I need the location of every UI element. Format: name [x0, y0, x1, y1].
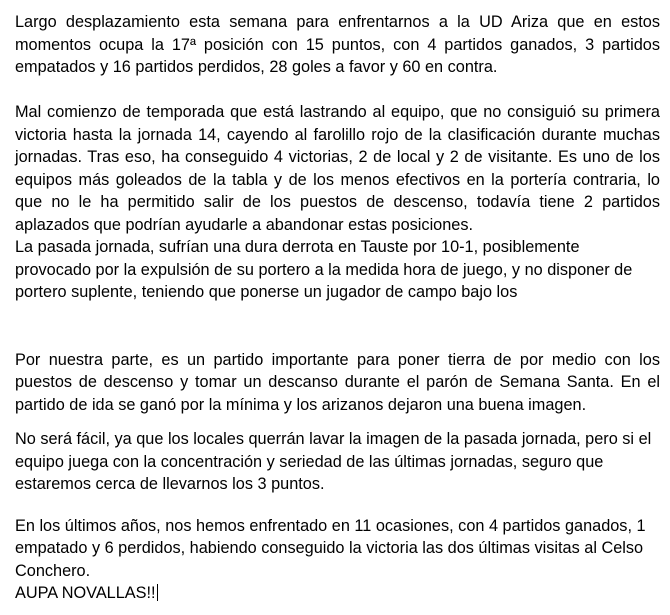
- text-cursor: [157, 584, 158, 601]
- paragraph-last-match: La pasada jornada, sufrían una dura derrota en Tauste por 10-1, posiblemente provocado por la expulsión de su portero a la medida hora de juego, y no disponer de portero suplente, teniendo que ponerse un jugador de campo bajo los: [15, 238, 633, 301]
- paragraph-history: En los últimos años, nos hemos enfrentado en 11 ocasiones, con 4 partidos ganados, 1 empatado y 6 perdidos, habiendo conseguido la victoria las dos últimas visitas al Celso Conchero.: [15, 516, 646, 580]
- paragraph-intro: Largo desplazamiento esta semana para enfrentarnos a la UD Ariza que en estos momentos ocupa la 17ª posición con 15 puntos, con 4 partidos ganados, 3 partidos empatados y 16 partidos perdidos, 28 goles a favor y 60 en contra.: [15, 13, 660, 76]
- paragraph-expectations: No será fácil, ya que los locales querrán lavar la imagen de la pasada jornada, pero si el equipo juega con la concentración y seriedad de las últimas jornadas, seguro que estaremos cerca de llevarnos los 3 puntos.: [15, 430, 652, 493]
- paragraph-spacer: [15, 416, 660, 428]
- paragraph-spacer: [15, 304, 660, 349]
- closing-line: [15, 582, 660, 605]
- closing-text: AUPA NOVALLAS!!: [15, 584, 156, 602]
- paragraph-our-side: Por nuestra parte, es un partido importante para poner tierra de por medio con los puestos de descenso y tomar un descanso durante el parón de Semana Santa. En el partido de ida se ganó por la mínima y los arizanos dejaron una buena imagen.: [15, 350, 660, 414]
- paragraph-spacer: [15, 496, 660, 515]
- paragraph-rival-analysis: Mal comienzo de temporada que está lastrando al equipo, que no consiguió su primera victoria hasta la jornada 14, cayendo al farolillo rojo de la clasificación durante muchas jornadas. Tras eso, ha conseguido 4 victorias, 2 de local y 2 de visitante. Es uno de los equipos más goleados de la tabla y de los menos efectivos en la portería contraria, lo que no le ha permitido salir de los puestos de descenso, todavía tiene 2 partidos aplazados que podrían ayudarle a abandonar estas posiciones.: [15, 103, 660, 234]
- paragraph-spacer: [15, 79, 660, 102]
- document-body[interactable]: [15, 11, 660, 605]
